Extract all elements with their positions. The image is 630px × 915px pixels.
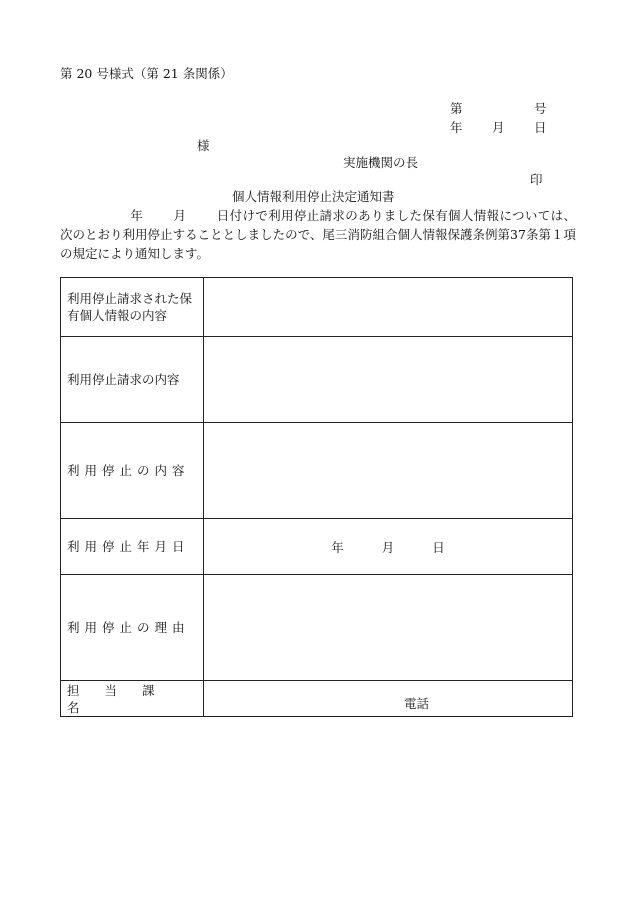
row-value [204,337,573,423]
table-row [61,278,573,337]
form-number: 第 20 号様式（第 21 条関係） [60,66,233,81]
row-value [204,423,573,519]
table-row [61,423,573,519]
table-row [61,519,573,575]
body-text: 日付けで利用停止請求のありました保有個人情報については、次のとおり利用停止することとしましたので、尾三消防組合個人情報保護条例第37条第１項の規定により通知します。 [60,208,576,261]
header-date-year: 年 [450,120,463,135]
doc-number-suffix: 号 [534,101,547,116]
stop-date-day: 日 [432,539,445,555]
row-value [204,278,573,337]
row-label: 利用停止請求の内容 [61,337,204,423]
row-value [204,681,573,717]
body-paragraph [60,206,576,263]
sender-title: 実施機関の長 [343,155,419,170]
row-label: 利用停止年月日 [61,519,204,575]
row-value [204,575,573,681]
phone-label: 電話 [404,696,430,711]
row-label: 利用停止の内容 [61,423,204,519]
doc-number-prefix: 第 [450,101,463,116]
row-label: 担当課名 [61,681,204,717]
table-row [61,337,573,423]
stop-date-year: 年 [331,539,344,555]
table-row [61,575,573,681]
form-table [60,277,573,717]
seal-mark: 印 [530,172,543,187]
stop-date-value [204,519,573,575]
body-date-month: 月 [173,208,187,223]
header-date-month: 月 [492,120,505,135]
addressee-suffix: 様 [197,138,210,153]
table-row [61,681,573,717]
row-label: 利用停止請求された保有個人情報の内容 [61,278,204,337]
stop-date-month: 月 [381,539,395,555]
row-label: 利用停止の理由 [61,575,204,681]
body-date-year: 年 [130,208,144,223]
header-date-day: 日 [534,120,547,135]
document-title: 個人情報利用停止決定通知書 [232,189,395,204]
